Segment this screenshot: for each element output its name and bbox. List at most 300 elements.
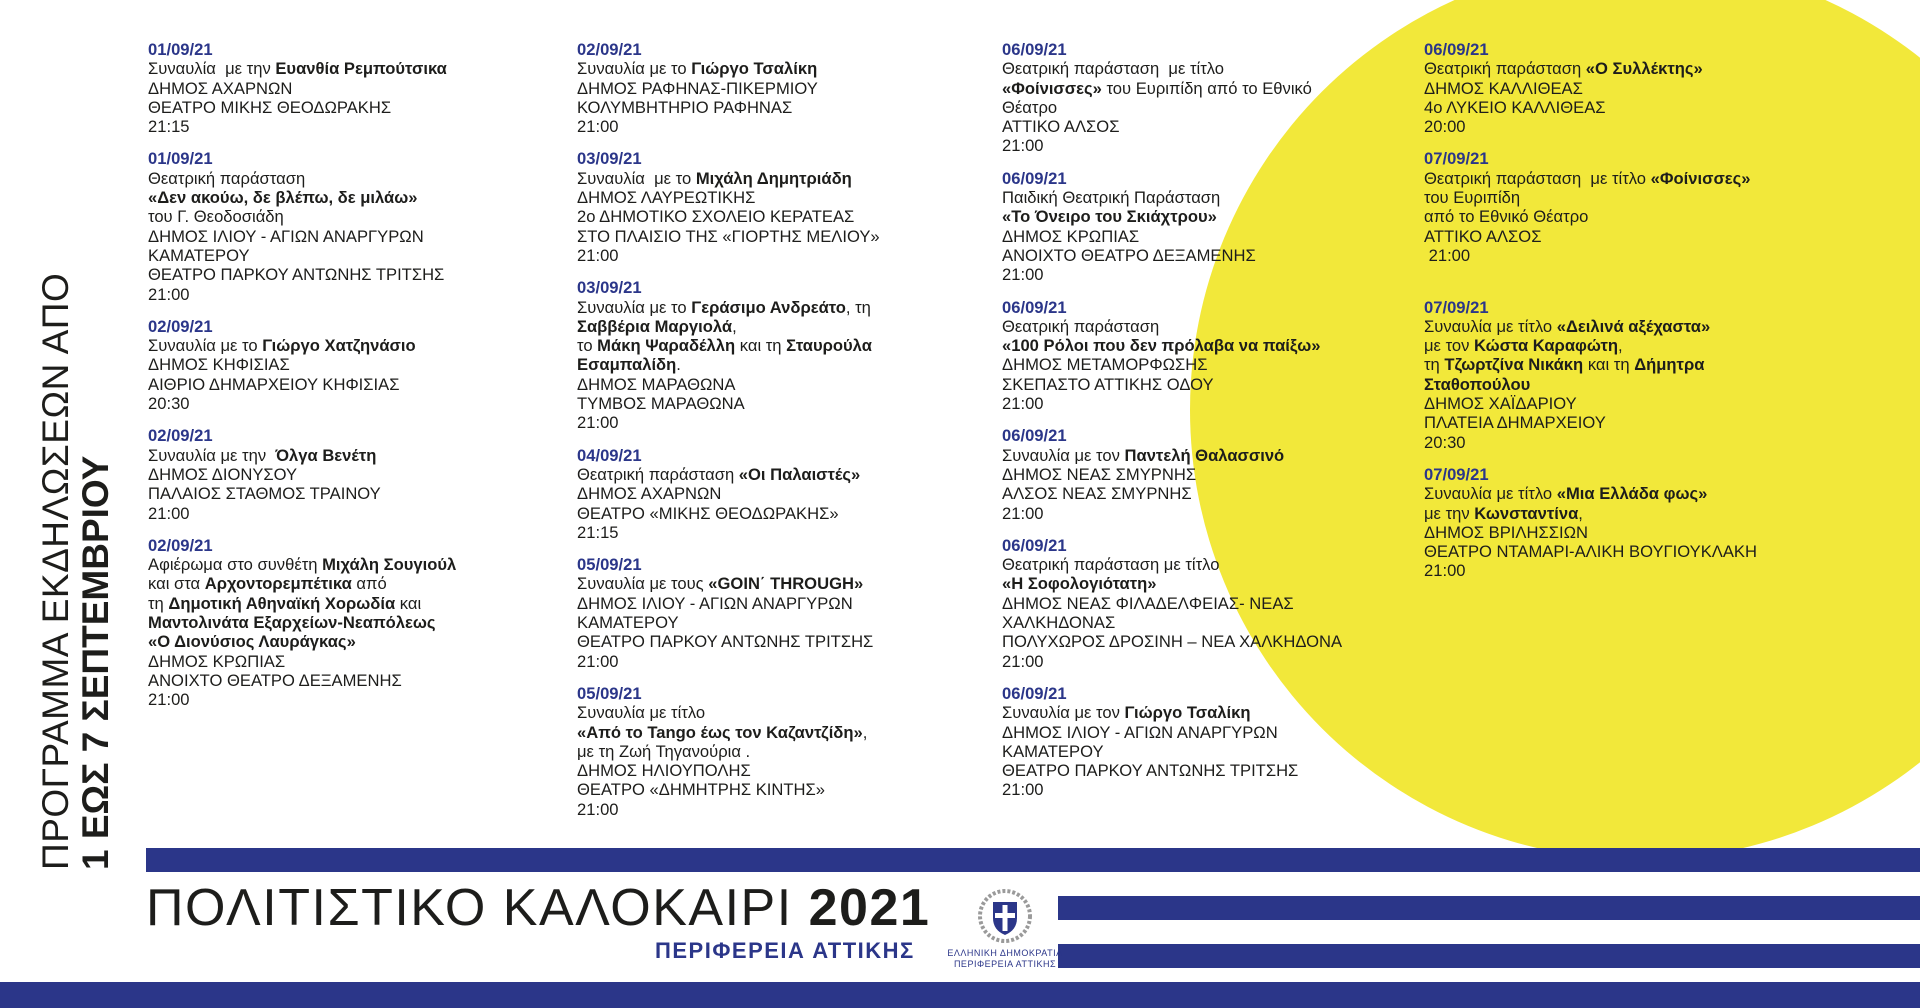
event-line [577,613,997,632]
event-text: ΘΕΑΤΡΟ ΠΑΡΚΟΥ ΑΝΤΩΝΗΣ ΤΡΙΤΣΗΣ [577,632,874,652]
event-line [1002,265,1422,284]
event-text: 4ο ΛΥΚΕΙΟ ΚΑΛΛΙΘΕΑΣ [1424,97,1606,117]
event-text: Κώστα Καραφώτη [1474,336,1618,356]
event-date: 06/09/21 [1002,40,1067,59]
event-line [1002,484,1422,503]
event-text: Θεατρική παράσταση με τίτλο [1002,59,1225,79]
event-text: Σταυρούλα [786,336,872,356]
event-text: Θέατρο [1002,97,1058,117]
event-text: ΔΗΜΟΣ ΗΛΙΟΥΠΟΛΗΣ [577,761,751,781]
event-entry [148,149,568,303]
event-line [1002,780,1422,799]
event-entry [577,555,997,671]
event-text: ΔΗΜΟΣ ΜΑΡΑΘΩΝΑ [577,374,736,394]
event-text: ΠΟΛΥΧΩΡΟΣ ΔΡΟΣΙΝΗ – ΝΕΑ ΧΑΛΚΗΔΟΝΑ [1002,632,1343,652]
event-line [577,761,997,780]
event-line [1002,723,1422,742]
event-line [1424,265,1844,284]
event-line [577,188,997,207]
event-entry [577,149,997,265]
event-text: Μιχάλη Σουγιούλ [322,555,457,575]
event-text: «Μια Ελλάδα φως» [1556,484,1708,504]
event-line [1002,652,1422,671]
event-line [1424,317,1844,336]
event-line [577,207,997,226]
event-line [1424,98,1844,117]
event-entry [1002,684,1422,800]
event-text: 20:00 [1424,117,1466,137]
event-line [577,574,997,593]
event-line [1002,188,1422,207]
event-line [148,574,568,593]
brand-title [146,879,931,937]
event-entry [1424,149,1844,284]
event-line [1424,207,1844,226]
event-text: ΔΗΜΟΣ ΛΑΥΡΕΩΤΙΚΗΣ [577,188,756,208]
event-line [577,703,997,722]
event-text: ΔΗΜΟΣ ΙΛΙΟΥ - ΑΓΙΩΝ ΑΝΑΡΓΥΡΩΝ [577,593,853,613]
event-text: ΣΤΟ ΠΛΑΙΣΙΟ ΤΗΣ «ΓΙΟΡΤΗΣ ΜΕΛΙΟΥ» [577,226,880,246]
event-text: Κωνσταντίνα [1474,503,1579,523]
greek-coat-of-arms-icon [977,888,1033,944]
event-text: , [1618,336,1623,356]
event-text: Θεατρική παράσταση με τίτλο [1424,168,1651,188]
event-text: 21:00 [1002,265,1044,285]
event-text: ΚΑΜΑΤΕΡΟΥ [148,245,250,265]
event-date: 06/09/21 [1002,683,1067,703]
event-entry [148,40,568,136]
event-text: 20:30 [1424,432,1466,452]
event-line [577,59,997,78]
event-entry [148,536,568,710]
event-line [148,117,568,136]
event-text: Θεατρική παράσταση [1424,59,1586,79]
event-line [577,504,997,523]
event-text: ΑΝΟΙΧΤΟ ΘΕΑΤΡΟ ΔΕΞΑΜΕΝΗΣ [148,670,402,690]
event-line [1002,375,1422,394]
event-text: Συναυλία με τίτλο [577,703,706,723]
event-date: 05/09/21 [577,683,642,703]
event-line [148,375,568,394]
event-line [148,355,568,374]
event-date: 07/09/21 [1424,297,1489,317]
event-text: ΔΗΜΟΣ ΔΙΟΝΥΣΟΥ [148,464,298,484]
event-text: «Από το Tango έως τον Καζαντζίδη» [577,722,863,742]
event-line [1424,355,1844,374]
event-text: 2ο ΔΗΜΟΤΙΚΟ ΣΧΟΛΕΙΟ ΚΕΡΑΤΕΑΣ [577,207,855,227]
event-text: Θεατρική παράσταση [577,464,739,484]
event-line [1002,207,1422,226]
event-date: 02/09/21 [148,426,213,446]
event-text: ΔΗΜΟΣ ΑΧΑΡΝΩΝ [577,484,722,504]
event-line [148,79,568,98]
event-text: Αρχοντορεμπέτικα [204,574,352,594]
event-date: 04/09/21 [577,445,642,465]
event-entry [1424,465,1844,581]
event-entry [148,426,568,522]
event-text: Όλγα Βενέτη [275,445,377,465]
event-line [1424,561,1844,580]
stripe-top [146,848,1920,872]
event-text: ΘΕΑΤΡΟ ΝΤΑΜΑΡΙ-ΑΛΙΚΗ ΒΟΥΓΙΟΥΚΛΑΚΗ [1424,542,1757,562]
event-line [577,632,997,651]
event-text: ΔΗΜΟΣ ΙΛΙΟΥ - ΑΓΙΩΝ ΑΝΑΡΓΥΡΩΝ [1002,722,1278,742]
event-line [577,79,997,98]
event-line [1002,79,1422,98]
event-line [577,484,997,503]
event-date: 01/09/21 [148,40,213,59]
event-line [148,690,568,709]
event-line [1424,504,1844,523]
event-date: 06/09/21 [1424,40,1489,59]
emblem-caption-2: ΠΕΡΙΦΕΡΕΙΑ ΑΤΤΙΚΗΣ [953,959,1057,969]
event-text: τη [1424,355,1445,375]
event-line [1424,246,1844,265]
event-line [1002,465,1422,484]
events-column-3 [1002,40,1422,813]
event-line [1002,703,1422,722]
event-text: , τη [845,297,871,317]
event-line [1002,59,1422,78]
events-column-2 [577,40,997,832]
event-text: 21:00 [1002,136,1044,156]
event-line [148,613,568,632]
event-line [148,285,568,304]
event-text: Μάκη Ψαραδέλλη [597,336,736,356]
event-text: «Ο Διονύσιος Λαυράγκας» [148,632,356,652]
event-line [148,394,568,413]
event-text: 21:00 [577,117,619,137]
event-text: Παντελή Θαλασσινό [1124,445,1285,465]
event-text: τη [148,593,169,613]
event-line [577,169,997,188]
event-text: Συναυλία με την [148,445,276,465]
event-line [1002,136,1422,155]
event-entry [577,446,997,542]
event-text: , [1578,503,1583,523]
event-text: Δημοτική Αθηναϊκή Χορωδία [168,593,396,613]
event-line [1424,169,1844,188]
event-text: Δήμητρα [1634,355,1705,375]
event-line [577,523,997,542]
event-text: ΔΗΜΟΣ ΝΕΑΣ ΦΙΛΑΔΕΛΦΕΙΑΣ- ΝΕΑΣ [1002,593,1294,613]
event-text: ΑΤΤΙΚΟ ΑΛΣΟΣ [1424,226,1542,246]
event-text: ΔΗΜΟΣ ΝΕΑΣ ΣΜΥΡΝΗΣ [1002,464,1197,484]
events-column-4 [1424,40,1844,594]
event-text: 21:00 [1002,503,1044,523]
events-column-1 [148,40,568,723]
event-text: και [395,593,422,613]
event-text: 21:00 [148,690,190,710]
event-line [148,484,568,503]
event-text: «Η Σοφολογιότατη» [1002,574,1157,594]
event-line [148,207,568,226]
event-line [1002,394,1422,413]
event-line [148,594,568,613]
event-line [1002,504,1422,523]
event-line [148,504,568,523]
event-line [148,671,568,690]
stripe-mid-1 [1058,896,1920,920]
event-line [577,394,997,413]
event-line [1002,98,1422,117]
event-text: 21:00 [1002,651,1044,671]
event-date: 06/09/21 [1002,535,1067,555]
event-entry [577,40,997,136]
event-text: ΑΙΘΡΙΟ ΔΗΜΑΡΧΕΙΟΥ ΚΗΦΙΣΙΑΣ [148,374,400,394]
event-line [148,465,568,484]
event-text: ΔΗΜΟΣ ΚΑΛΛΙΘΕΑΣ [1424,78,1583,98]
event-text: ΤΥΜΒΟΣ ΜΑΡΑΘΩΝΑ [577,394,745,414]
event-text: 21:15 [148,117,190,137]
event-line [577,117,997,136]
event-text: ΘΕΑΤΡΟ «ΜΙΚΗΣ ΘΕΟΔΩΡΑΚΗΣ» [577,503,839,523]
event-entry [148,317,568,413]
event-line [1424,227,1844,246]
event-text: το [577,336,598,356]
event-line [1002,761,1422,780]
event-text: «Οι Παλαιστές» [738,464,861,484]
event-text: «Φοίνισσες» [1002,78,1102,98]
event-text: ΘΕΑΤΡΟ ΜΙΚΗΣ ΘΕΟΔΩΡΑΚΗΣ [148,97,392,117]
event-text: Συναυλία με το [577,297,692,317]
event-text: 21:00 [577,245,619,265]
event-text: «Δειλινά αξέχαστα» [1556,316,1711,336]
event-line [1002,227,1422,246]
event-date: 02/09/21 [148,316,213,336]
event-date: 06/09/21 [1002,297,1067,317]
event-line [1002,613,1422,632]
event-text: ΠΑΛΑΙΟΣ ΣΤΑΘΜΟΣ ΤΡΑΙΝΟΥ [148,484,381,504]
event-text: Γιώργο Τσαλίκη [1124,703,1251,723]
event-line [148,265,568,284]
event-text: Θεατρική παράσταση με τίτλο [1002,555,1220,575]
event-text: 21:00 [148,284,190,304]
event-text: ΔΗΜΟΣ ΧΑΪΔΑΡΙΟΥ [1424,394,1577,414]
event-line [577,227,997,246]
event-line [1424,375,1844,394]
event-text: «Το Όνειρο του Σκιάχτρου» [1002,207,1217,227]
event-line [1002,336,1422,355]
event-text: 21:00 [1002,780,1044,800]
event-line [148,59,568,78]
event-text: Συναυλία με τους [577,574,709,594]
brand-year: 2021 [808,879,931,937]
event-line [577,780,997,799]
event-text: με τη Ζωή Τηγανούρια . [577,741,751,761]
side-title [36,250,116,870]
event-text: 21:00 [577,799,619,819]
event-entry [1002,40,1422,156]
event-line [577,742,997,761]
event-text: Συναυλία με την [148,59,276,79]
event-line [1424,523,1844,542]
event-text: «Δεν ακούω, δε βλέπω, δε μιλάω» [148,188,418,208]
event-text: από το Εθνικό Θέατρο [1424,207,1589,227]
event-text: Συναυλία με τον [1002,445,1125,465]
event-text: Συναυλία με το [577,168,696,188]
event-date: 02/09/21 [148,535,213,555]
region-subtitle: ΠΕΡΙΦΕΡΕΙΑ ΑΤΤΙΚΗΣ [655,938,915,963]
event-text: ΧΑΛΚΗΔΟΝΑΣ [1002,613,1116,633]
event-text: , [732,316,737,336]
event-text: ΚΟΛΥΜΒΗΤΗΡΙΟ ΡΑΦΗΝΑΣ [577,97,793,117]
event-entry [1002,426,1422,522]
event-date: 07/09/21 [1424,464,1489,484]
event-line [577,723,997,742]
event-text: 20:30 [148,394,190,414]
event-text: από [351,574,387,594]
event-text: «Ο Συλλέκτης» [1585,59,1703,79]
event-text: Συναυλία με τίτλο [1424,484,1557,504]
event-line [1002,355,1422,374]
event-line [1424,336,1844,355]
event-line [577,465,997,484]
event-text: και στα [148,574,205,594]
event-text: με τον [1424,336,1475,356]
event-text: ΑΝΟΙΧΤΟ ΘΕΑΤΡΟ ΔΕΞΑΜΕΝΗΣ [1002,245,1256,265]
event-text: ΑΛΣΟΣ ΝΕΑΣ ΣΜΥΡΝΗΣ [1002,484,1192,504]
event-entry [1424,298,1844,452]
event-text: Σαββέρια Μαργιολά [577,316,733,336]
event-line [577,355,997,374]
side-title-line-2: 1 ΕΩΣ 7 ΣΕΠΤΕΜΒΡΙΟΥ [74,455,116,870]
event-text: ΔΗΜΟΣ ΒΡΙΛΗΣΣΙΩΝ [1424,522,1588,542]
event-line [577,375,997,394]
event-text: . [676,355,681,375]
event-entry [577,684,997,819]
event-line [1002,574,1422,593]
event-text: 21:00 [577,413,619,433]
event-date: 03/09/21 [577,149,642,169]
event-text: ΔΗΜΟΣ ΜΕΤΑΜΟΡΦΩΣΗΣ [1002,355,1208,375]
event-line [148,169,568,188]
event-line [1424,394,1844,413]
event-line [148,632,568,651]
event-text: με την [1424,503,1475,523]
event-line [148,227,568,246]
event-date: 02/09/21 [577,40,642,59]
event-text: ΔΗΜΟΣ ΚΡΩΠΙΑΣ [1002,226,1140,246]
event-text: Σταθοπούλου [1424,374,1531,394]
event-text: Μαντολινάτα Εξαρχείων-Νεαπόλεως [148,613,436,633]
event-text: ΘΕΑΤΡΟ ΠΑΡΚΟΥ ΑΝΤΩΝΗΣ ΤΡΙΤΣΗΣ [1002,761,1299,781]
event-line [1002,246,1422,265]
event-text: «GOIN΄ THROUGH» [708,574,864,594]
event-text: ΔΗΜΟΣ ΚΡΩΠΙΑΣ [148,651,286,671]
event-text: του Ευριπίδη από το Εθνικό [1101,78,1312,98]
event-entry [1002,169,1422,285]
event-date: 05/09/21 [577,555,642,575]
event-text: Συναυλία με τίτλο [1424,316,1557,336]
event-line [1424,413,1844,432]
event-line [148,246,568,265]
event-line [1424,188,1844,207]
event-text: ΔΗΜΟΣ ΚΗΦΙΣΙΑΣ [148,355,290,375]
event-line [148,555,568,574]
side-title-line-1: ΠΡΟΓΡΑΜΜΑ ΕΚΔΗΛΩΣΕΩΝ ΑΠΟ [35,272,76,870]
event-line [148,188,568,207]
event-line [1424,484,1844,503]
event-line [148,652,568,671]
event-text: ΚΑΜΑΤΕΡΟΥ [1002,741,1104,761]
event-text: Ευανθία Ρεμπούτσικα [275,59,447,79]
event-text: ΚΑΜΑΤΕΡΟΥ [577,613,679,633]
event-text: ΔΗΜΟΣ ΑΧΑΡΝΩΝ [148,78,293,98]
event-entry [1002,536,1422,671]
event-text: 21:00 [1424,561,1466,581]
event-line [1424,79,1844,98]
event-text: και τη [735,336,787,356]
event-date: 07/09/21 [1424,149,1489,169]
event-text: Γεράσιμο Ανδρεάτο [691,297,846,317]
event-line [577,336,997,355]
event-text: «100 Ρόλοι που δεν πρόλαβα να παίξω» [1002,336,1321,356]
event-line [577,800,997,819]
event-text: 21:00 [577,651,619,671]
event-line [1424,59,1844,78]
event-text: ΘΕΑΤΡΟ ΠΑΡΚΟΥ ΑΝΤΩΝΗΣ ΤΡΙΤΣΗΣ [148,265,445,285]
event-line [1002,555,1422,574]
event-line [1002,594,1422,613]
event-date: 06/09/21 [1002,426,1067,446]
event-line [577,298,997,317]
event-text: ΠΛΑΤΕΙΑ ΔΗΜΑΡΧΕΙΟΥ [1424,413,1606,433]
event-line [1002,742,1422,761]
emblem-logo [945,882,1065,1002]
event-text: ΘΕΑΤΡΟ «ΔΗΜΗΤΡΗΣ ΚΙΝΤΗΣ» [577,780,825,800]
event-text: 21:15 [577,522,619,542]
event-line [577,413,997,432]
event-line [577,246,997,265]
event-line [1002,446,1422,465]
event-text: , [862,722,868,742]
event-line [148,336,568,355]
event-text [1424,265,1429,284]
event-text: Γιώργο Τσαλίκη [691,59,818,79]
emblem-caption-1: ΕΛΛΗΝΙΚΗ ΔΗΜΟΚΡΑΤΙΑ [947,948,1063,958]
event-line [577,317,997,336]
event-text: Συναυλία με το [577,59,692,79]
event-text: Γιώργο Χατζηνάσιο [262,336,416,356]
event-text: ΔΗΜΟΣ ΡΑΦΗΝΑΣ-ΠΙΚΕΡΜΙΟΥ [577,78,818,98]
event-text: Εσαμπαλίδη [577,355,677,375]
event-line [1002,317,1422,336]
event-date: 01/09/21 [148,149,213,169]
event-line [148,98,568,117]
event-text: Θεατρική παράσταση [148,168,306,188]
event-text: του Ευριπίδη [1424,188,1521,208]
event-text: Συναυλία με το [148,336,263,356]
event-line [577,652,997,671]
event-entry [577,278,997,432]
event-line [577,98,997,117]
event-text: 21:00 [1002,394,1044,414]
event-entry [1002,298,1422,414]
event-text: ΔΗΜΟΣ ΙΛΙΟΥ - ΑΓΙΩΝ ΑΝΑΡΓΥΡΩΝ [148,226,424,246]
event-text: Θεατρική παράσταση [1002,316,1160,336]
event-text: και τη [1583,355,1635,375]
stripe-mid-2 [1058,944,1920,968]
event-text: 21:00 [1424,245,1471,265]
event-text: του Γ. Θεοδοσιάδη [148,207,284,227]
event-text: Παιδική Θεατρική Παράσταση [1002,188,1221,208]
event-text: ΣΚΕΠΑΣΤΟ ΑΤΤΙΚΗΣ ΟΔΟΥ [1002,374,1214,394]
event-date: 03/09/21 [577,278,642,298]
event-text: 21:00 [148,503,190,523]
event-date: 06/09/21 [1002,168,1067,188]
event-text: «Φοίνισσες» [1650,168,1751,188]
